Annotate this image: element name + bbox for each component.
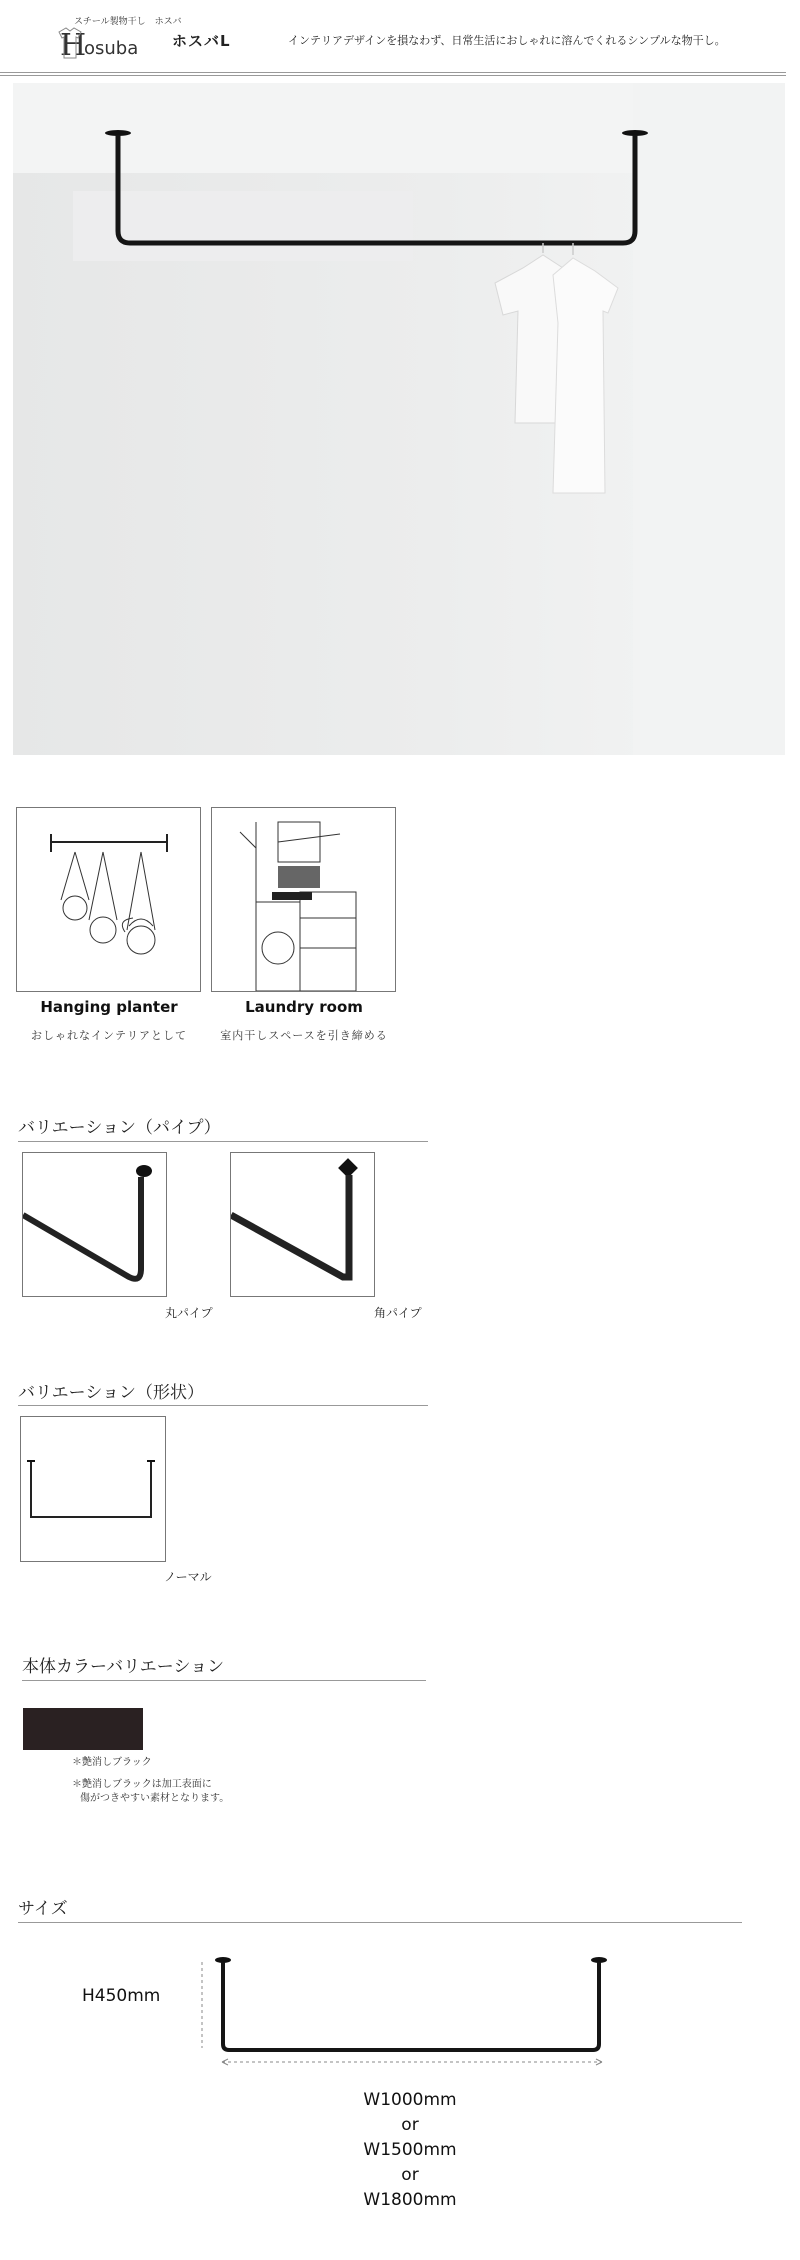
- color-note-line2: 傷がつきやすい素材となります。: [80, 1793, 230, 1804]
- shape-variation-title: バリエーション（形状）: [18, 1383, 204, 1403]
- brand-name: ホスバL: [172, 32, 231, 50]
- size-title: サイズ: [18, 1899, 68, 1919]
- square-pipe-image: [230, 1152, 375, 1297]
- logo[interactable]: [56, 14, 182, 66]
- logo-word: osuba: [84, 38, 139, 59]
- section-divider: [22, 1680, 426, 1681]
- normal-shape-illustration: [21, 1417, 165, 1561]
- matte-black-swatch: [23, 1708, 143, 1750]
- width-separator: or: [401, 2115, 419, 2135]
- normal-shape-label: ノーマル: [164, 1570, 212, 1584]
- height-value: H450mm: [82, 1986, 161, 2006]
- planter-illustration: [17, 808, 200, 991]
- section-divider: [18, 1922, 742, 1923]
- size-diagram: [196, 1956, 616, 2076]
- feature-subtitle-laundry: 室内干しスペースを引き締める: [220, 1029, 388, 1042]
- header-tagline: インテリアデザインを損なわず、日常生活におしゃれに溶んでくれるシンプルな物干し。: [288, 34, 726, 47]
- feature-title-planter: Hanging planter: [40, 998, 178, 1016]
- size-rack-illustration: [196, 1956, 616, 2076]
- hero-image: [13, 83, 785, 755]
- round-pipe-image: [22, 1152, 167, 1297]
- pipe-variation-title: バリエーション（パイプ）: [18, 1118, 221, 1138]
- header-divider: [0, 75, 786, 76]
- shirt-icon: [56, 26, 86, 60]
- width-options: [330, 2088, 490, 2213]
- laundry-room-image: [211, 807, 396, 992]
- square-pipe-label: 角パイプ: [374, 1306, 422, 1320]
- normal-shape-image: [20, 1416, 166, 1562]
- logo-tagline: スチール製物干し ホスバ: [74, 17, 182, 27]
- color-variation-title: 本体カラーバリエーション: [22, 1657, 225, 1677]
- hero-illustration: [13, 83, 785, 755]
- width-option: W1000mm: [363, 2090, 457, 2110]
- round-pipe-illustration: [23, 1153, 166, 1296]
- header-divider: [0, 72, 786, 73]
- logo-letter: H: [60, 28, 87, 63]
- laundry-illustration: [212, 808, 395, 991]
- color-note-line1: ＊艶消しブラックは加工表面に: [72, 1779, 212, 1790]
- width-option: W1800mm: [363, 2190, 457, 2210]
- feature-subtitle-planter: おしゃれなインテリアとして: [31, 1029, 187, 1042]
- hanging-planter-image: [16, 807, 201, 992]
- swatch-label: ＊艶消しブラック: [72, 1757, 152, 1768]
- width-separator: or: [401, 2165, 419, 2185]
- width-option: W1500mm: [363, 2140, 457, 2160]
- section-divider: [18, 1405, 428, 1406]
- square-pipe-illustration: [231, 1153, 374, 1296]
- feature-title-laundry: Laundry room: [245, 998, 363, 1016]
- round-pipe-label: 丸パイプ: [165, 1306, 213, 1320]
- section-divider: [18, 1141, 428, 1142]
